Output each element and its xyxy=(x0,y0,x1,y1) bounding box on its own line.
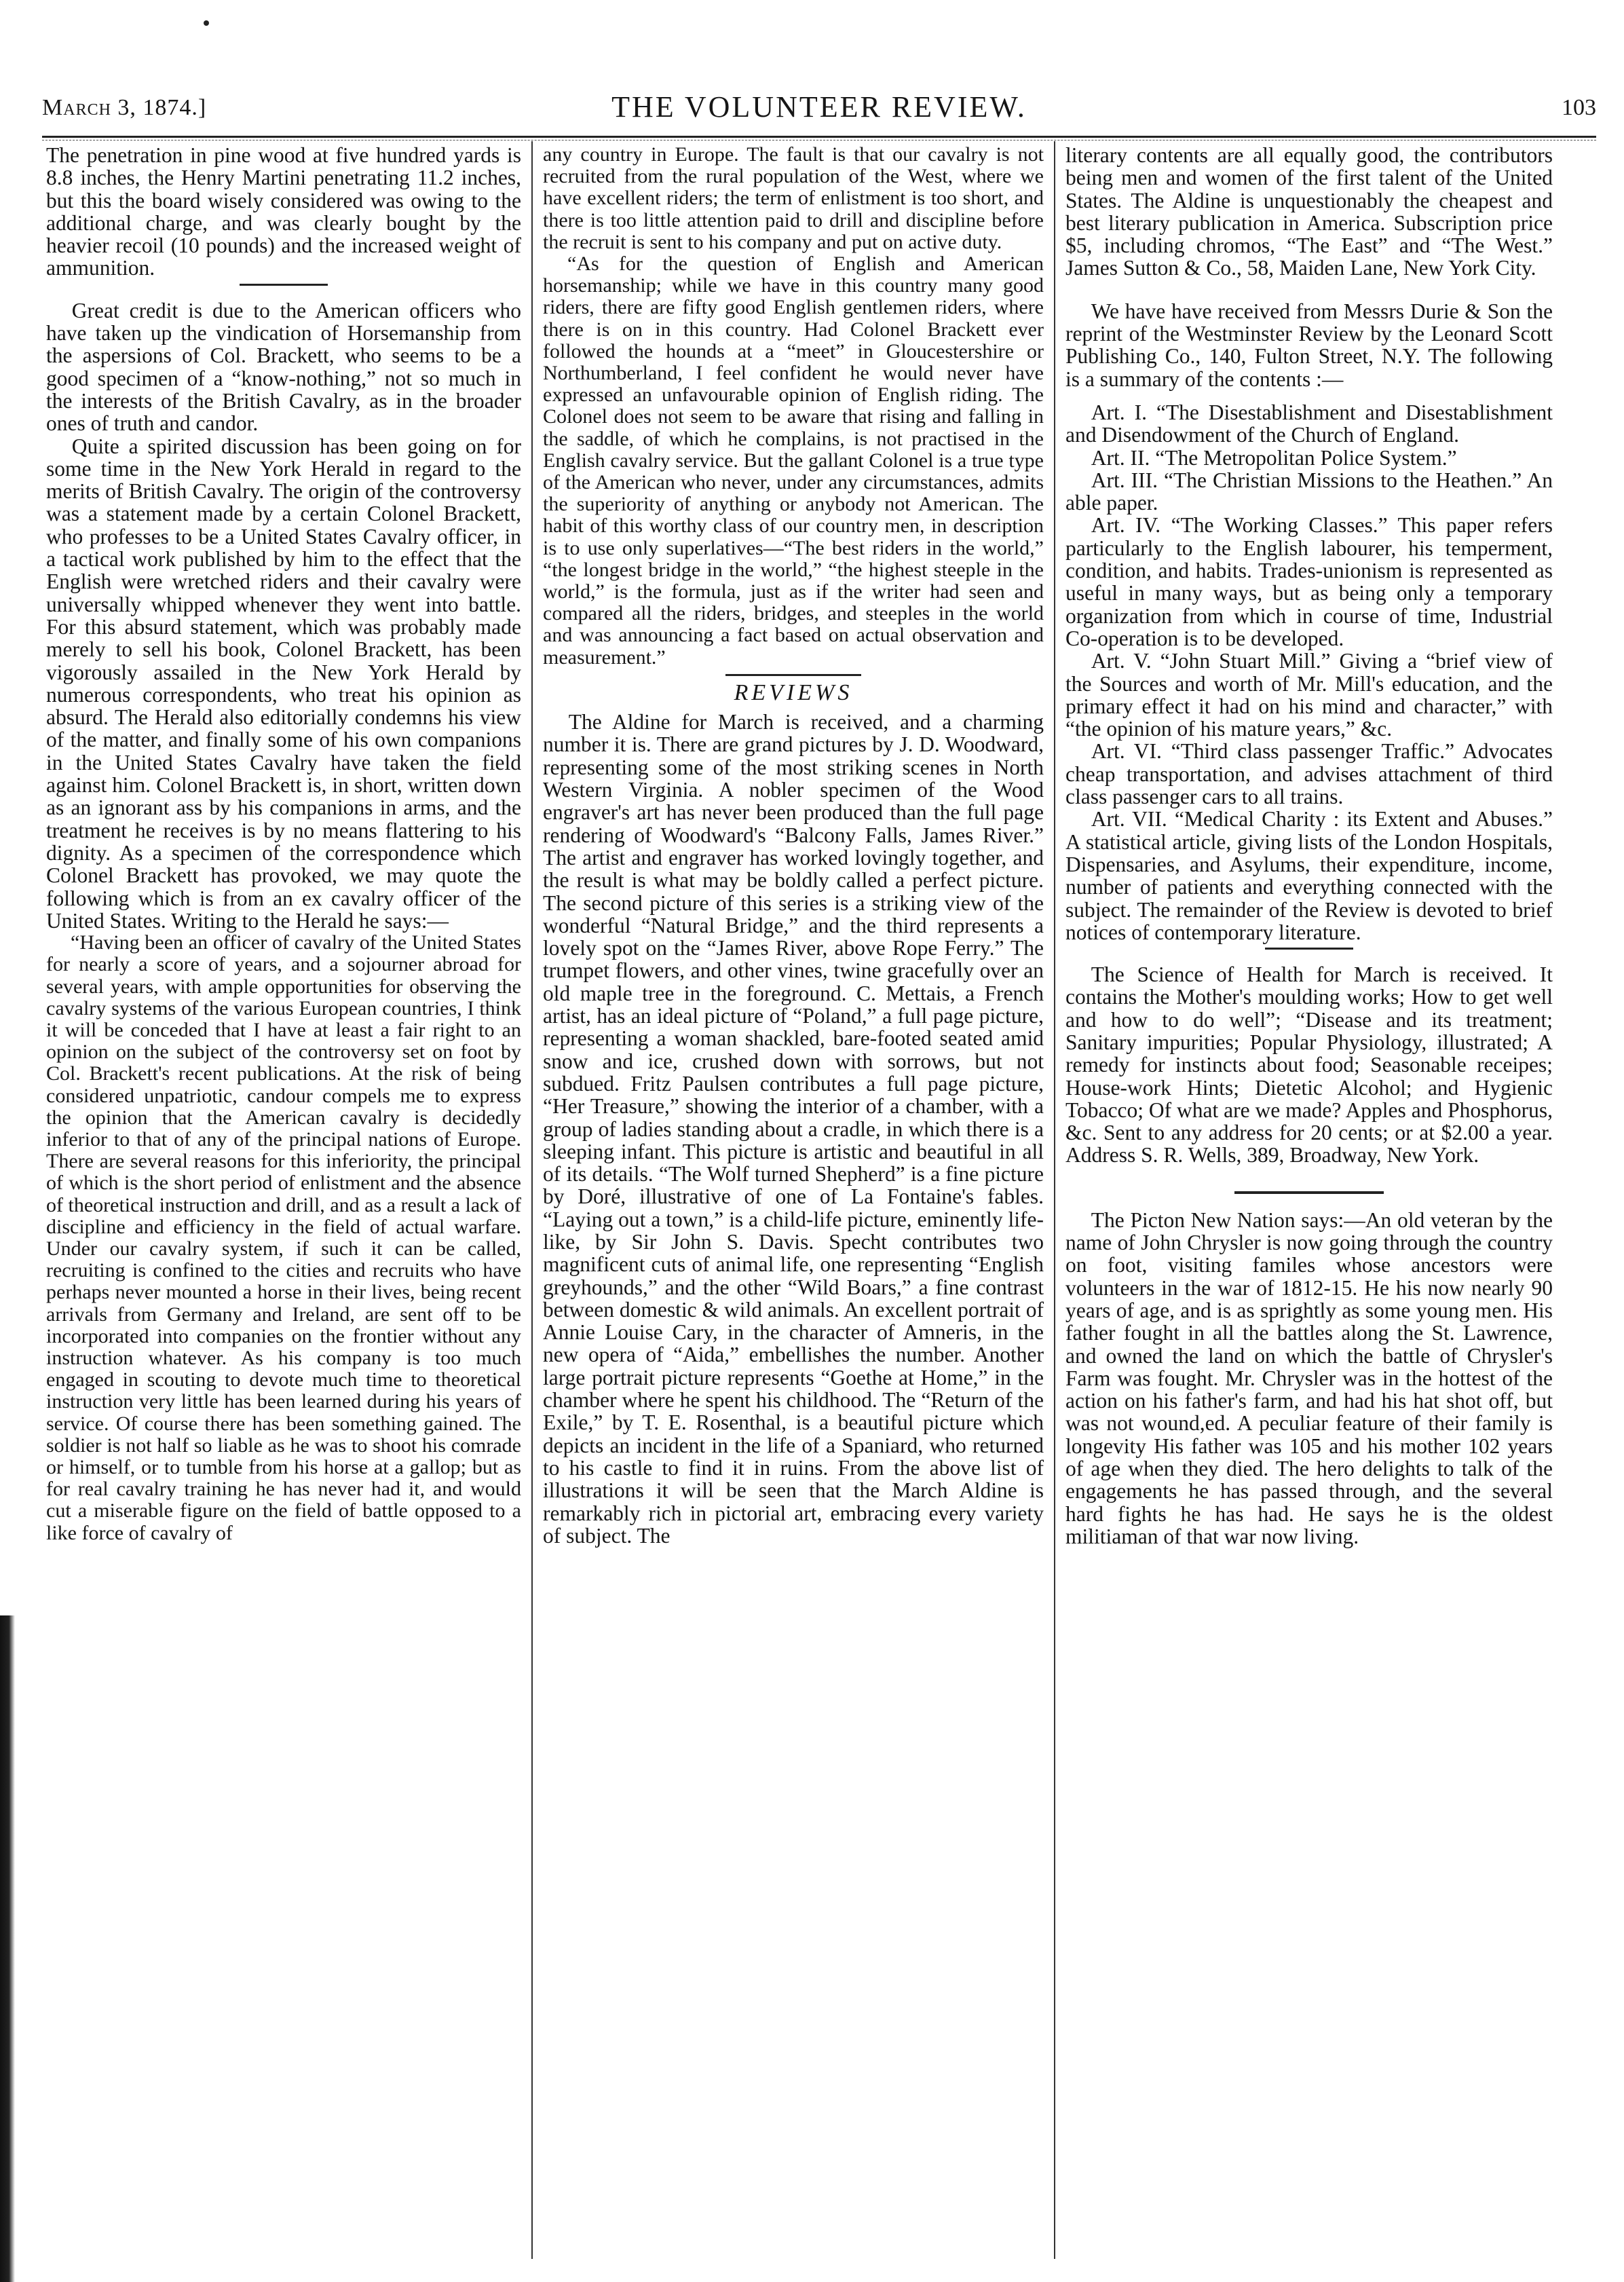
page-number: 103 xyxy=(1562,95,1596,120)
paragraph-cavalry-controversy: Quite a spirited discussion has been going on for some time in the New York Herald in regard to the merits of British Cavalry. The origin of the controversy was a statement made by a certain Colonel Brackett, who professes to be a United States Cavalry officer, in a tactical work published by him to the effect that the English were wretched riders and their cavalry were universally whipped whenever they went into battle. For this absurd statement, which was probably made merely to sell his book, Colonel Brackett, has been vigorously assailed in the New York Herald by numerous correspondents, who treat his opinion as absurd. The Herald also editorially condemns his view of the matter, and finally some of his own companions in the United States Cavalry have taken the field against him. Colonel Brackett is, in short, written down as an ignorant ass by his companions in arms, and the treatment he receives is by no means flattering to his dignity. As a specimen of the correspondence which Colonel Brackett has provoked, we may quote the following which is from an ex cavalry officer of the United States. Writing to the Herald he says:— xyxy=(46,434,521,933)
column-2 xyxy=(543,144,1044,1547)
paragraph-rifle-penetration: The penetration in pine wood at five hundred yards is 8.8 inches, the Henry Martini penetrating 11.2 inches, but this the board wisely considered was owing to the additional charge, and was clearly bought by the heavier recoil (10 pounds) and the increased weight of ammunition. xyxy=(46,143,521,280)
quote-horsemanship: “As for the question of English and American horsemanship; while we have in this country many good riders, there are fifty good English gentlemen riders, where there is on in this country. Had Colonel Brackett ever followed the hounds at a “meet” in Gloucestershire or Northumberland, I feel confident he would never have expressed an unfavourable opinion of English riding. The Colonel does not seem to be aware that rising and falling in the saddle, of which he complains, is not practised in the English cavalry service. But the gallant Colonel is a true type of the American who never, under any circumstances, admits the superiority of anything or anybody not American. The habit of this worthy class of our country men, in description is to use only superlatives—“The best riders in the world,” “the longest bridge in the world,” “the highest steeple in the world,” is the formula, just as if the writer had seen and compared all the riders, bridges, and steeples in the world and was announcing a fact based on actual observation and measurement.” xyxy=(543,252,1044,669)
separator-rule xyxy=(725,674,861,676)
paragraph-horsemanship: Great credit is due to the American officers who have taken up the vindication of Horsemanship from the aspersions of Col. Brackett, who seems to be a good specimen of a “know-nothing,” not so much in the interests of the British Cavalry, as in the broader ones of truth and candor. xyxy=(46,298,521,436)
review-aldine: The Aldine for March is received, and a charming number it is. There are grand pictures by J. D. Woodward, representing some of the most striking scenes in North Western Virginia. A nobler specimen of the Wood engraver's art has never been produced than the full page rendering of Woodward's “Balcony Falls, James River.” The artist and engraver has worked lovingly together, and the result is what may be boldly called a perfect picture. The second picture of this series is a striking view of the wonderful “Natural Bridge,” and the third represents a lovely spot on the “James River, above Rope Ferry.” The trumpet flowers, and other vines, twine gracefully over an old maple tree in the foreground. C. Mettais, a French artist, has an ideal picture of “Poland,” a full page picture, representing a woman shackled, bare-footed seated amid snow and ice, crushed down with sorrows, but not subdued. Fritz Paulsen contributes a full page picture, “Her Treasure,” showing the interior of a chamber, with a group of ladies standing about a cradle, in which there is a sleeping infant. This picture is artistic and beautiful in all of its details. “The Wolf turned Shepherd” is a fine picture by Doré, illustrative of one of La Fontaine's fables. “Laying out a town,” is a child-life picture, eminently life-like, by Sir John S. Davis. Specht contributes two magnificent cuts of animal life, one representing “English greyhounds,” and the other “Wild Boars,” a fine contrast between domestic & wild animals. An excellent portrait of Annie Louise Cary, in the character of Amneris, in the new opera of “Aida,” embellishes the number. Another large portrait picture represents “Goethe at Home,” in the chamber where he spent his childhood. The “Return of the Exile,” by T. E. Rosenthal, is a beautiful picture which depicts an incident in the life of a Spaniard, who returned to his castle to find it in ruins. From the above list of illustrations it will be seen that the March Aldine is remarkably rich in pictorial art, embracing every variety of subject. The xyxy=(543,710,1044,1548)
column-divider-1 xyxy=(531,141,533,2259)
westminster-article-1: Art. I. “The Disestablishment and Disestablishment and Disendowment of the Church of England. xyxy=(1065,400,1553,447)
column-1 xyxy=(46,144,521,1544)
column-divider-2 xyxy=(1054,141,1055,2259)
issue-date: March 3, 1874.] xyxy=(42,95,207,120)
westminster-article-5: Art. V. “John Stuart Mill.” Giving a “brief view of the Sources and worth of Mr. Mill's education, and the primary effect it had on his mind and character,” with “the opinion of his mature years,” &c. xyxy=(1065,649,1553,741)
westminster-article-2: Art. II. “The Metropolitan Police System.” xyxy=(1091,445,1457,470)
quote-continuation: any country in Europe. The fault is that our cavalry is not recruited from the rural population of the West, where we have excellent riders; the term of enlistment is too short, and there is too little attention paid to drill and discipline before the recruit is sent to his company and put on active duty. xyxy=(543,143,1044,253)
ink-speck xyxy=(204,20,209,26)
review-science-of-health: The Science of Health for March is received. It contains the Mother's moulding works; How to get well and how to do well”; “Disease and its treatment; Sanitary impurities; Popular Physiology, illustrated; A remedy for instincts about food; Seasonable receipes; House-work Hints; Dietetic Alcohol; and Hygienic Tobacco; Of what are we made? Apples and Phosphorus, &c. Sent to any address for 20 cents; or at $2.00 a year. Address S. R. Wells, 389, Broadway, New York. xyxy=(1065,962,1553,1167)
separator-rule xyxy=(240,284,328,286)
separator-rule xyxy=(1265,948,1353,950)
page-header xyxy=(42,86,1596,133)
westminster-article-4: Art. IV. “The Working Classes.” This paper refers particularly to the English labourer, his temperment, condition, and habits. Trades-unionism is represented as useful in many ways, but as being only a temporary organization from which in course of time, Industrial Co-operation is to be developed. xyxy=(1065,513,1553,650)
page-edge-shadow xyxy=(0,1615,15,2282)
review-aldine-continued: literary contents are all equally good, the contributors being men and women of the first talent of the United States. The Aldine is unquestionably the cheapest and best literary publication in America. Subscription price $5, including chromos, “The East” and “The West.” James Sutton & Co., 58, Maiden Lane, New York City. xyxy=(1065,143,1553,280)
separator-rule xyxy=(1234,1191,1384,1194)
quote-cavalry-officer: “Having been an officer of cavalry of the United States for nearly a score of years, and a sojourner abroad for several years, with ample opportunities for observing the cavalry systems of the various European countries, I think it will be conceded that I have at least a fair right to an opinion on the subject of the controversy set on foot by Col. Brackett's recent publications. At the risk of being considered unpatriotic, candour compels me to express the opinion that the American cavalry is decidedly inferior to that of any of the principal nations of Europe. There are several reasons for this inferiority, the principal of which is the short period of enlistment and the absence of theoretical instruction and drill, and as a result a lack of discipline and efficiency in the field of actual warfare. Under our cavalry system, if such it can be called, recruiting is confined to the cities and recruits who have perhaps never mounted a horse in their lives, being recent arrivals from Germany and Ireland, are sent off to be incorporated into companies on the frontier without any instruction whatever. As his company is too much engaged in scouting to devote much time to theoretical instruction very little has been learned during his years of service. Of course there has been something gained. The soldier is not half so liable as he was to shoot his comrade or himself, or to tumble from his horse at a gallop; but as for real cavalry training he has never had it, and would cut a miserable figure on the field of battle opposed to a like force of cavalry of xyxy=(46,931,521,1544)
review-westminster: We have have received from Messrs Durie & Son the reprint of the Westminster Review by the Leonard Scott Publishing Co., 140, Fulton Street, N.Y. The following is a summary of the contents :— xyxy=(1065,299,1553,391)
westminster-article-7: Art. VII. “Medical Charity : its Extent and Abuses.” A statistical article, giving lists of the London Hospitals, Dispensaries, and Asylums, their expenditure, income, number of patients and everything connected with the subject. The remainder of the Review is devoted to brief notices of contemporary literature. xyxy=(1065,807,1553,944)
header-rule-dashed xyxy=(42,140,1596,141)
header-rule xyxy=(42,136,1596,138)
article-john-chrysler: The Picton New Nation says:—An old veteran by the name of John Chrysler is now going through the country on foot, visiting familes whose ancestors were volunteers in the war of 1812-15. He his now nearly 90 years of age, and is as sprightly as some young men. His father fought in all the battles along the St. Lawrence, and owned the land on which the battle of Chrysler's Farm was fought. Mr. Chrysler was in the hottest of the action on his father's farm, and had his hat shot off, but was not wound,ed. A peculiar feature of their family is longevity His father was 105 and his mother 102 years of age when they died. The hero delights to talk of the engagements he has passed through, and the several hard fights he has had. He says he is the oldest militiaman of that war now living. xyxy=(1065,1208,1553,1548)
westminster-article-6: Art. VI. “Third class passenger Traffic.” Advocates cheap transportation, and advises attachment of third class passenger cars to all trains. xyxy=(1065,739,1553,809)
newspaper-title: THE VOLUNTEER REVIEW. xyxy=(611,90,1027,124)
westminster-article-3: Art. III. “The Christian Missions to the Heathen.” An able paper. xyxy=(1065,468,1553,515)
section-heading-reviews: REVIEWS xyxy=(734,679,853,705)
column-3 xyxy=(1065,144,1553,1548)
